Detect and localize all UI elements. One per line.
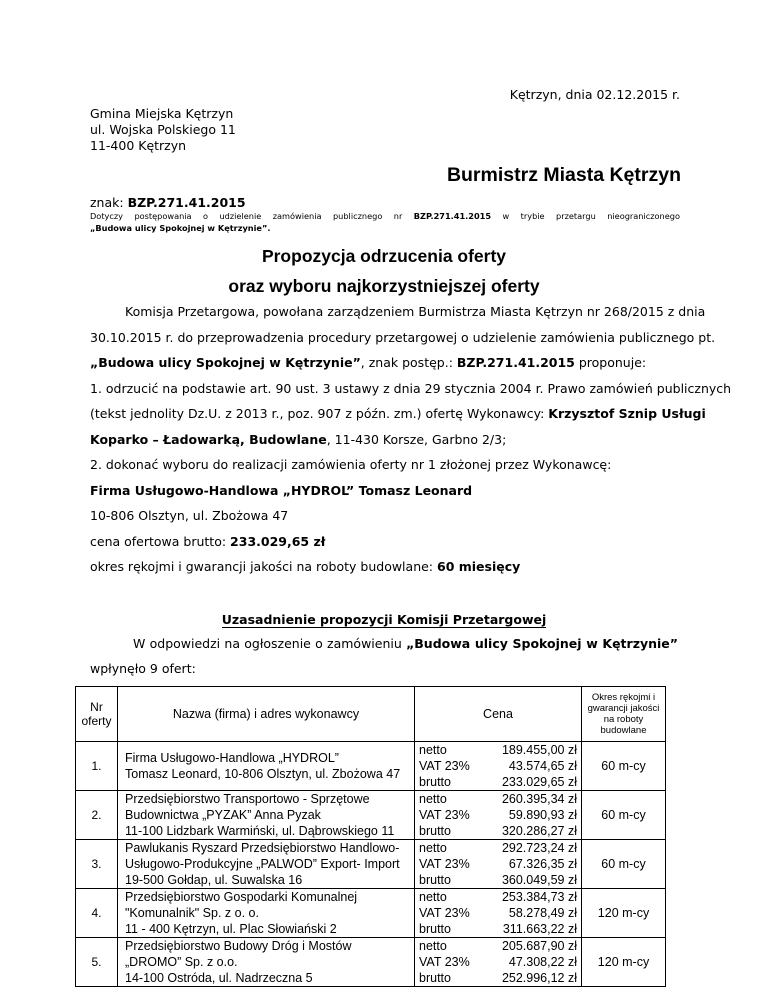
price-label: VAT 23% [419, 808, 470, 822]
subject-name: „Budowa ulicy Spokojnej w Kętrzynie”. [90, 223, 271, 233]
body-paragraph [90, 559, 678, 574]
contractor-line: „DROMO” Sp. z o.o. [125, 955, 238, 969]
table-row [76, 791, 666, 840]
table-row [76, 889, 666, 938]
contractor-line: Przedsiębiorstwo Budowy Dróg i Mostów [125, 939, 352, 953]
warranty-period: 60 m-cy [582, 742, 666, 791]
sender-line: ul. Wojska Polskiego 11 [90, 122, 236, 137]
contractor-line: "Komunalnik" Sp. z o. o. [125, 906, 259, 920]
issuer-title: Burmistrz Miasta Kętrzyn [446, 164, 681, 186]
project-name: „Budowa ulicy Spokojnej w Kętrzynie” [406, 636, 679, 651]
contractor-cell [118, 938, 415, 987]
body-paragraph [90, 355, 678, 370]
price-cell [415, 889, 582, 938]
price-label: netto [419, 792, 447, 806]
contractor-line: 14-100 Ostróda, ul. Nadrzeczna 5 [125, 971, 313, 985]
reference-value: BZP.271.41.2015 [456, 355, 575, 370]
price-label: brutto [419, 971, 451, 985]
price-label: netto [419, 939, 447, 953]
column-header-period: Okres rękojmi i gwarancji jakości na roboty budowlane [582, 687, 666, 742]
heading-line-2: oraz wyboru najkorzystniejszej oferty [228, 276, 540, 296]
sender-line: Gmina Miejska Kętrzyn [90, 106, 234, 121]
justification-title-text: Uzasadnienie propozycji Komisji Przetargowej [221, 612, 547, 627]
contractor-line: Firma Usługowo-Handlowa „HYDROL” [125, 751, 339, 765]
price-value: 311.663,22 zł [502, 922, 577, 936]
price-label: brutto [419, 775, 451, 789]
price-value: 253.384,73 zł [501, 890, 577, 904]
contractor-line: 11-100 Lidzbark Warmiński, ul. Dąbrowskiego 11 [125, 824, 395, 838]
price-line [419, 807, 577, 823]
body-paragraph [90, 534, 678, 549]
price-label: VAT 23% [419, 955, 470, 969]
price-value: 233.029,65 zł [501, 775, 577, 789]
price-value: 59.890,93 zł [508, 808, 577, 822]
price-label: netto [419, 841, 447, 855]
gross-price: 233.029,65 zł [230, 534, 326, 549]
subject-suffix: w trybie przetargu nieograniczonego [491, 211, 680, 221]
reference-value: BZP.271.41.2015 [127, 195, 246, 210]
reference-number [90, 195, 246, 210]
price-line [419, 938, 577, 954]
contractor-line: 11 - 400 Kętrzyn, ul. Plac Słowiański 2 [125, 922, 337, 936]
body-paragraph [90, 432, 678, 447]
contractor-line: Budownictwa „PYZAK” Anna Pyzak [125, 808, 321, 822]
subject-prefix: Dotyczy postępowania o udzielenie zamówienia publicznego nr [90, 211, 414, 221]
price-label: VAT 23% [419, 857, 470, 871]
price-label: VAT 23% [419, 759, 470, 773]
heading-line-1: Propozycja odrzucenia oferty [261, 246, 507, 266]
sender-address [90, 106, 236, 154]
reference-label: znak: [90, 195, 128, 210]
column-header-name: Nazwa (firma) i adres wykonawcy [118, 687, 415, 742]
warranty-period: 120 m-cy [582, 938, 666, 987]
price-value: 205.687,90 zł [501, 939, 577, 953]
offer-number: 3. [76, 840, 118, 889]
offer-number: 1. [76, 742, 118, 791]
offer-number: 5. [76, 938, 118, 987]
subject-ref: BZP.271.41.2015 [413, 211, 492, 221]
price-value: 43.574,65 zł [508, 759, 577, 773]
offers-table [75, 686, 666, 987]
price-value: 360.049,59 zł [501, 873, 577, 887]
column-header-price: Cena [415, 687, 582, 742]
table-header-row [76, 687, 666, 742]
price-line [419, 742, 577, 758]
body-paragraph: 2. dokonać wyboru do realizacji zamówienia oferty nr 1 złożonej przez Wykonawcę: [90, 457, 612, 472]
price-value: 58.278,49 zł [508, 906, 577, 920]
warranty-period: 60 miesięcy [437, 559, 521, 574]
body-paragraph [90, 406, 706, 421]
contractor-cell [118, 791, 415, 840]
price-line [419, 954, 577, 970]
price-label: netto [419, 743, 447, 757]
contractor-line: Przedsiębiorstwo Transportowo - Sprzętowe [125, 792, 370, 806]
price-line [419, 856, 577, 872]
table-row [76, 742, 666, 791]
offer-number: 2. [76, 791, 118, 840]
contractor-line: Usługowo-Produkcyjne „PALWOD” Export- Import [125, 857, 400, 871]
price-cell [415, 742, 582, 791]
table-row [76, 938, 666, 987]
body-text: okres rękojmi i gwarancji jakości na roboty budowlane: [90, 559, 437, 574]
justification-intro: wpłynęło 9 ofert: [90, 661, 196, 676]
project-name: „Budowa ulicy Spokojnej w Kętrzynie” [90, 355, 361, 370]
contractor-cell [118, 840, 415, 889]
price-cell [415, 840, 582, 889]
price-value: 292.723,24 zł [501, 841, 577, 855]
body-paragraph [90, 483, 678, 498]
offer-number: 4. [76, 889, 118, 938]
price-label: VAT 23% [419, 906, 470, 920]
contractor-line: 19-500 Gołdap, ul. Suwalska 16 [125, 873, 303, 887]
price-label: brutto [419, 922, 451, 936]
subject-line [90, 210, 680, 234]
selected-contractor: Firma Usługowo-Handlowa „HYDROL” Tomasz Leonard [90, 483, 473, 498]
price-cell [415, 791, 582, 840]
warranty-period: 120 m-cy [582, 889, 666, 938]
rejected-contractor: Krzysztof Sznip Usługi [548, 406, 706, 421]
contractor-line: Przedsiębiorstwo Gospodarki Komunalnej [125, 890, 358, 904]
price-line [419, 758, 577, 774]
price-line [419, 791, 577, 807]
price-line [419, 872, 577, 888]
price-cell [415, 938, 582, 987]
price-line [419, 921, 577, 937]
body-text: proponuje: [574, 355, 647, 370]
body-paragraph: 30.10.2015 r. do przeprowadzenia procedury przetargowej o udzielenie zamówienia publicznego pt. [90, 330, 716, 345]
price-line [419, 823, 577, 839]
body-text: cena ofertowa brutto: [90, 534, 231, 549]
price-line [419, 840, 577, 856]
warranty-period: 60 m-cy [582, 791, 666, 840]
price-line [419, 970, 577, 986]
justification-intro [133, 636, 678, 651]
column-header-nr: Nr oferty [76, 687, 118, 742]
body-text: , 11-430 Korsze, Garbno 2/3; [326, 432, 507, 447]
price-value: 67.326,35 zł [508, 857, 577, 871]
price-value: 252.996,12 zł [501, 971, 577, 985]
price-label: brutto [419, 873, 451, 887]
body-paragraph: 1. odrzucić na podstawie art. 90 ust. 3 ustawy z dnia 29 stycznia 2004 r. Prawo zamówień publicznych [90, 381, 732, 396]
sender-line: 11-400 Kętrzyn [90, 138, 187, 153]
price-label: brutto [419, 824, 451, 838]
body-text: , znak postęp.: [360, 355, 457, 370]
body-paragraph: 10-806 Olsztyn, ul. Zbożowa 47 [90, 508, 289, 523]
warranty-period: 60 m-cy [582, 840, 666, 889]
price-line [419, 905, 577, 921]
price-value: 47.308,22 zł [508, 955, 577, 969]
price-line [419, 889, 577, 905]
price-value: 189.455,00 zł [501, 743, 577, 757]
price-value: 260.395,34 zł [501, 792, 577, 806]
document-date: Kętrzyn, dnia 02.12.2015 r. [509, 87, 680, 102]
table-row [76, 840, 666, 889]
contractor-line: Tomasz Leonard, 10-806 Olsztyn, ul. Zbożowa 47 [125, 767, 401, 781]
body-text: W odpowiedzi na ogłoszenie o zamówieniu [133, 636, 407, 651]
price-value: 320.286,27 zł [501, 824, 577, 838]
price-line [419, 774, 577, 790]
contractor-cell [118, 742, 415, 791]
contractor-cell [118, 889, 415, 938]
price-label: netto [419, 890, 447, 904]
rejected-contractor: Koparko – Ładowarką, Budowlane [90, 432, 327, 447]
contractor-line: Pawlukanis Ryszard Przedsiębiorstwo Handlowo- [125, 841, 400, 855]
justification-title [0, 612, 768, 627]
body-paragraph: Komisja Przetargowa, powołana zarządzeniem Burmistrza Miasta Kętrzyn nr 268/2015 z dnia [125, 304, 706, 319]
body-text: (tekst jednolity Dz.U. z 2013 r., poz. 907 z późn. zm.) ofertę Wykonawcy: [90, 406, 549, 421]
